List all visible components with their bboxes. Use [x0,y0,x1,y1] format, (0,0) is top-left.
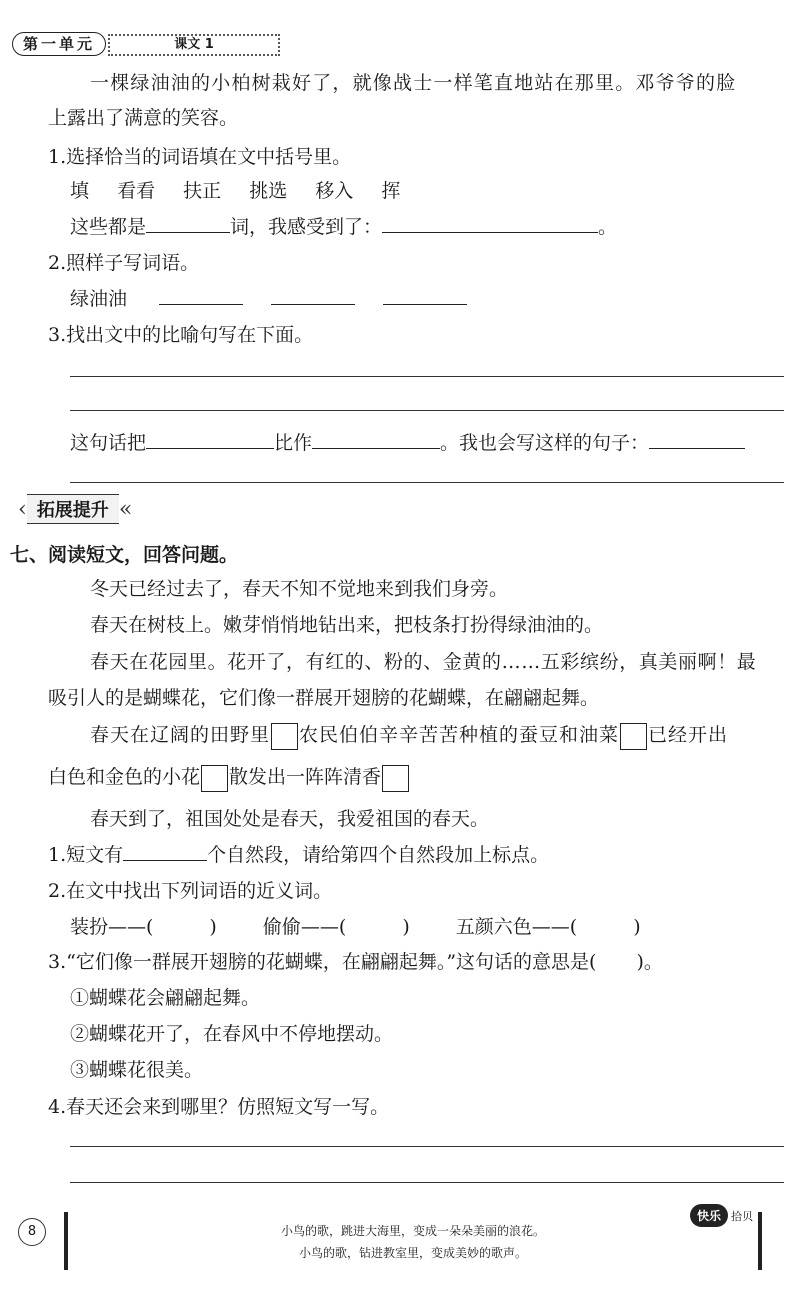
passage-line-1: 一棵绿油油的小柏树栽好了，就像战士一样笔直地站在那里。邓爷爷的脸 [90,72,737,94]
punctuation-box[interactable] [382,765,409,792]
seven-question-4: 4.春天还会来到哪里？仿照短文写一写。 [48,1096,390,1118]
paragraph-text: 散发出一阵阵清香 [229,766,382,788]
reading-paragraph: 冬天已经过去了，春天不知不觉地来到我们身旁。 [90,578,509,600]
question-text: 3.“它们像一群展开翅膀的花蝴蝶，在翩翩起舞。”这句话的意思是( [48,951,597,973]
writing-line[interactable] [70,376,784,377]
reading-paragraph: 春天到了，祖国处处是春天，我爱祖国的春天。 [90,808,490,830]
blank-field[interactable] [146,214,230,233]
word-choice: 扶正 [183,180,222,202]
chevron-left-icon: ‹ [18,496,27,522]
close-paren: ) [633,916,641,938]
section-seven-title: 七、阅读短文，回答问题。 [10,544,239,566]
question-3-prompt: 3.找出文中的比喻句写在下面。 [48,324,314,346]
synonym-row [70,912,641,939]
word-choice: 移入 [315,180,354,202]
synonym-item: 偷偷——( [262,916,347,938]
footer-quote-frame [64,1212,762,1270]
logo-bubble: 快乐 [690,1204,728,1227]
question-2-prompt: 2.照样子写词语。 [48,252,200,274]
answer-text: 这句话把 [70,432,147,454]
punctuation-box[interactable] [201,765,228,792]
paragraph-text: 农民伯伯辛辛苦苦种植的蚕豆和油菜 [299,724,620,746]
blank-field[interactable] [383,286,467,305]
answer-text: 。我也会写这样的句子： [440,432,650,454]
close-paren: ) [209,916,217,938]
word-choice: 填 [70,180,90,202]
blank-field[interactable] [312,430,440,449]
paragraph-text: 白色和金色的小花 [48,766,201,788]
blank-field[interactable] [146,430,274,449]
question-3-answer-row [70,428,745,455]
seven-question-3 [48,947,663,974]
answer-text: 比作 [274,432,313,454]
question-1-prompt: 1.选择恰当的词语填在文中括号里。 [48,146,352,168]
footer-quote-line: 小鸟的歌，跳进大海里，变成一朵朵美丽的浪花。 [280,1224,545,1238]
paragraph-text: 已经开出 [648,724,729,746]
word-choice: 挑选 [249,180,288,202]
blank-field[interactable] [271,286,355,305]
blank-field[interactable] [649,430,745,449]
page-number: 8 [18,1218,46,1246]
synonym-item: 装扮——( [70,916,154,938]
reading-paragraph: 吸引人的是蝴蝶花，它们像一群展开翅膀的花蝴蝶，在翩翩起舞。 [48,687,600,709]
footer-quote-line: 小鸟的歌，钻进教室里，变成美妙的歌声。 [298,1246,527,1260]
blank-field[interactable] [159,286,243,305]
punctuation-box[interactable] [620,723,647,750]
word-choices [70,176,400,203]
seven-question-2: 2.在文中找出下列词语的近义词。 [48,880,333,902]
punctuation-box[interactable] [271,723,298,750]
blank-field[interactable] [382,214,598,233]
option-2: ②蝴蝶花开了，在春风中不停地摆动。 [70,1023,394,1045]
logo-text: 拾贝 [731,1209,754,1223]
close-paren: ) [402,916,410,938]
chevron-left-icon: « [118,496,133,522]
option-1: ①蝴蝶花会翩翩起舞。 [70,987,261,1009]
reading-paragraph-with-boxes [90,720,728,750]
unit-badge: 第一单元 [12,32,106,56]
option-3: ③蝴蝶花很美。 [70,1059,204,1081]
writing-line[interactable] [70,1182,784,1183]
lesson-tag: 课文 1 [108,34,280,56]
reading-paragraph-with-boxes [48,762,410,792]
writing-line[interactable] [70,410,784,411]
synonym-item: 五颜六色——( [455,916,578,938]
answer-text: 这些都是 [70,216,147,238]
answer-text: 。 [598,216,618,238]
reading-paragraph: 春天在树枝上。嫩芽悄悄地钻出来，把枝条打扮得绿油油的。 [90,614,604,636]
question-1-answer-row [70,212,617,239]
section-banner-label: 拓展提升 [27,494,119,524]
question-text: )。 [636,951,663,973]
passage-line-2: 上露出了满意的笑容。 [48,107,239,129]
example-word: 绿油油 [70,288,128,310]
word-choice: 看看 [117,180,156,202]
question-2-row [70,284,467,311]
word-choice: 挥 [381,180,401,202]
footer-logo [690,1204,753,1227]
reading-paragraph: 春天在花园里。花开了，有红的、粉的、金黄的……五彩缤纷，真美丽啊！最 [90,651,757,673]
writing-line[interactable] [70,1146,784,1147]
blank-field[interactable] [123,842,207,861]
question-text: 个自然段，请给第四个自然段加上标点。 [207,844,550,866]
section-banner [18,495,132,523]
paragraph-text: 春天在辽阔的田野里 [90,724,271,746]
writing-line[interactable] [70,482,784,483]
answer-text: 词，我感受到了： [230,216,383,238]
seven-question-1 [48,840,549,867]
question-text: 1.短文有 [48,844,124,866]
